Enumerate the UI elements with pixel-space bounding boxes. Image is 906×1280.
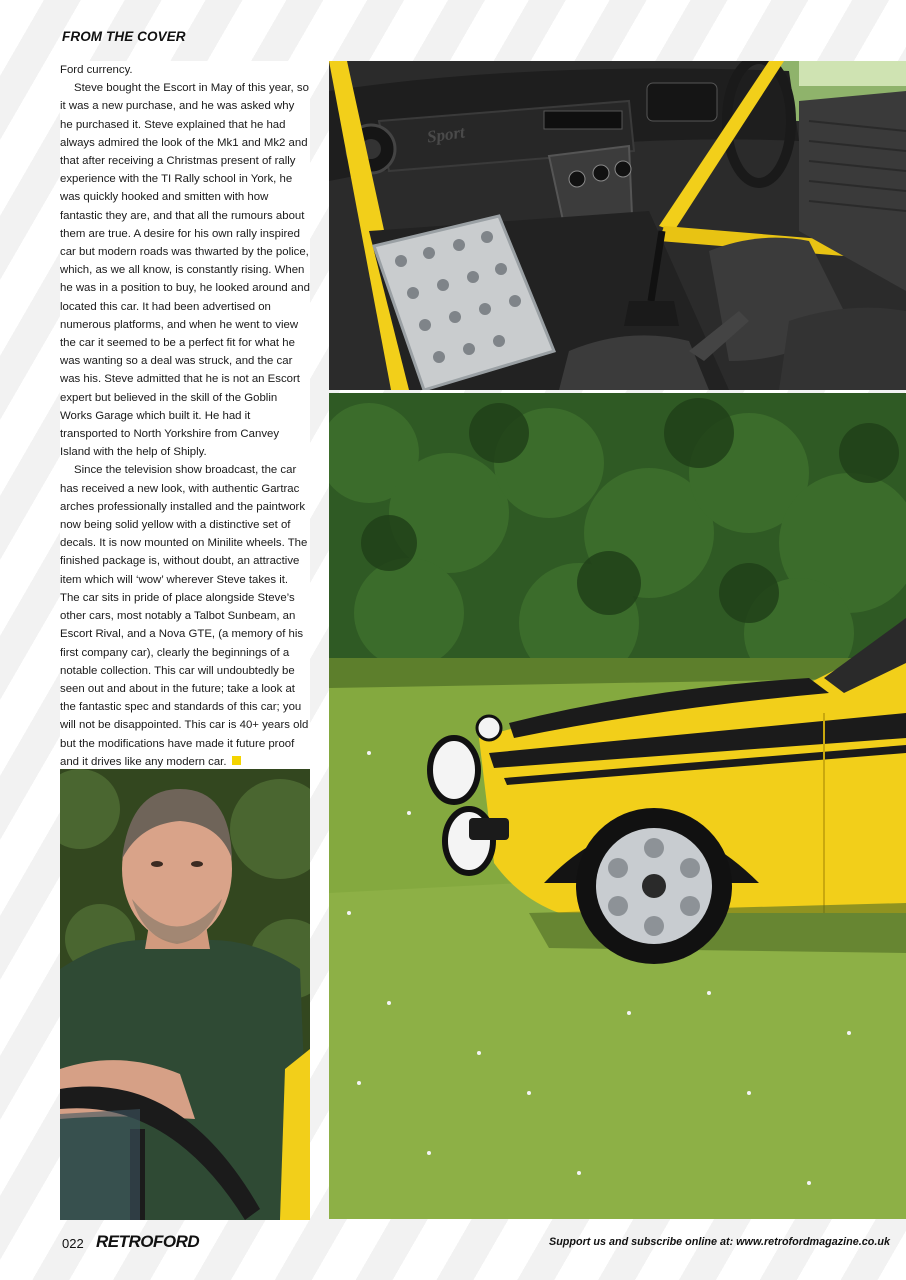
- article-paragraph: Steve bought the Escort in May of this year, so it was a new purchase, and he was asked why he purchased it. Steve explained that he had always admired the look of the Mk1 and Mk2 and that after receiving a Christmas present of rally experience with the TI Rally school in York, he was quickly hooked and smitten with how fantastic they are, and that all the rumours about them are true. A desire for his own rally inspired car but modern roads was thwarted by the police, which, as we all know, is constantly rising. When he was in a position to buy, he looked around and located this car. It had been advertised on numerous platforms, and when he went to view the car it seemed to be a perfect fit for what he was wanting so a deal was struck, and the car was his. Steve admitted that he is not an Escort expert but believed in the skill of the Goblin Works Garage which built it. He had it transported to North Yorkshire from Canvey Island with the help of Shiply.: [60, 82, 310, 459]
- end-mark-icon: [232, 756, 241, 765]
- owner-portrait-photo: [60, 769, 310, 1220]
- page-number: 022: [62, 1236, 84, 1251]
- article-body: [60, 61, 310, 771]
- sport-badge: Sport: [425, 122, 466, 147]
- interior-photo: [329, 61, 906, 390]
- subscribe-line: Support us and subscribe online at: www.retrofordmagazine.co.uk: [549, 1236, 890, 1248]
- article-paragraph: [60, 461, 310, 770]
- magazine-logo: RETROFORD: [96, 1232, 200, 1251]
- article-paragraph: Ford currency.: [60, 64, 133, 76]
- escort-car-photo: [329, 393, 906, 1219]
- article-paragraph-text: Since the television show broadcast, the car has received a new look, with authentic Gartrac arches professionally installed and the paintwork now being solid yellow with a distinctive set of decals. It is now mounted on Minilite wheels. The finished package is, without doubt, an attractive item which will ‘wow’ wherever Steve takes it. The car sits in pride of place alongside Steve’s other cars, most notably a Talbot Sunbeam, an Escort Rival, and a Nova GTE, (a memory of his first company car), clearly the beginnings of a notable collection. This car will undoubtedly be seen out and about in the future; take a look at the fantastic spec and standards of this car; you will not be disappointed. This car is 40+ years old but the modifications have made it future proof and it drives like any modern car.: [60, 464, 309, 768]
- section-label: FROM THE COVER: [62, 29, 186, 44]
- page-footer: [0, 1230, 906, 1260]
